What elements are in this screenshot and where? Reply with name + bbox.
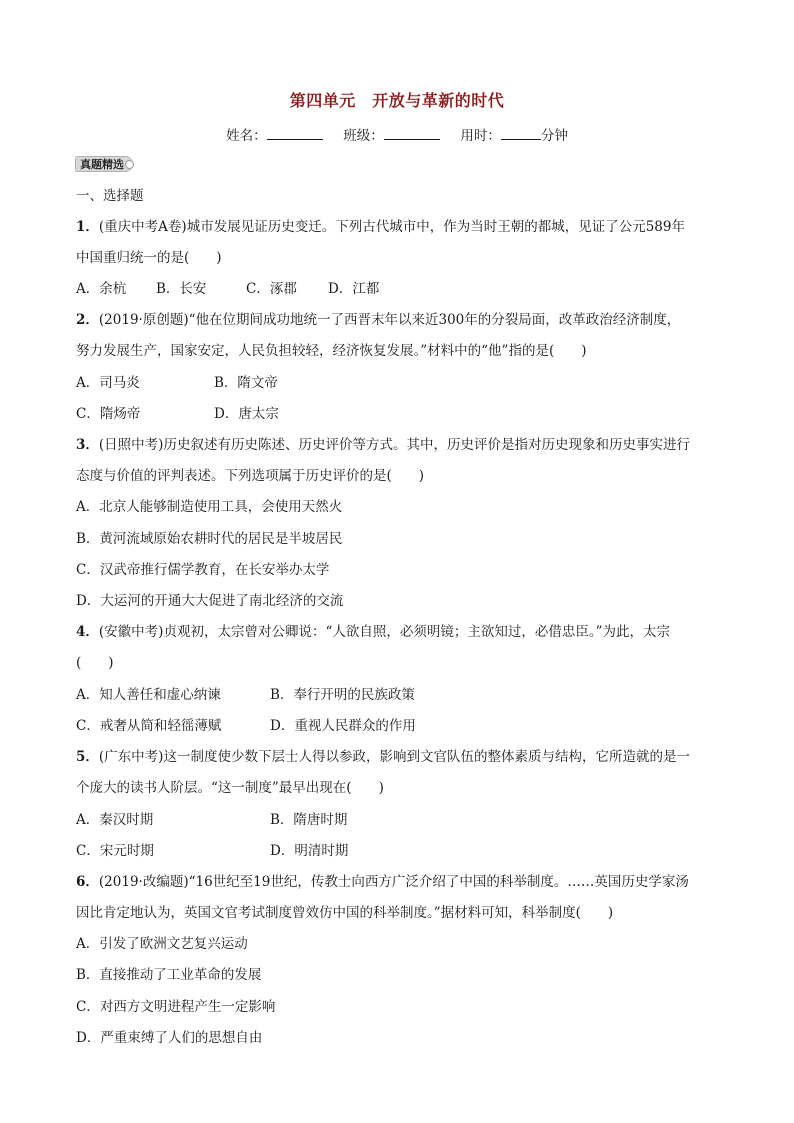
badge-dot-icon: [125, 160, 134, 169]
question-number: 2．: [76, 312, 99, 328]
option-b: B．隋文帝: [214, 375, 278, 391]
option-c: C．戒奢从简和轻徭薄赋: [76, 718, 222, 734]
question-3-line-1: [76, 435, 722, 455]
time-blank: [501, 125, 541, 140]
section-badge: [75, 156, 133, 172]
question-text: (2019·原创题)“他在位期间成功地统一了西晋末年以来近300年的分裂局面，改革政治经济制度，: [98, 312, 681, 328]
question-2-line-2: 努力发展生产，国家安定，人民负担较轻，经济恢复发展。”材料中的“他”指的是( ): [76, 343, 587, 359]
option-d: D．江都: [328, 281, 380, 297]
time-label: 用时：: [460, 128, 501, 144]
student-info: [0, 124, 794, 144]
question-6-line-2: 因比肯定地认为，英国文官考试制度曾效仿中国的科举制度。”据材料可知，科举制度( ): [76, 905, 614, 921]
class-blank: [384, 125, 440, 140]
option-a: A．北京人能够制造使用工具，会使用天然火: [76, 499, 343, 515]
option-a: A．余杭: [76, 281, 127, 297]
question-number: 1．: [76, 219, 99, 235]
question-1-line-1: [76, 217, 722, 237]
question-number: 4．: [76, 624, 99, 640]
option-d: D．明清时期: [270, 843, 349, 859]
question-5-line-2: 个庞大的读书人阶层。“这一制度”最早出现在( ): [76, 780, 384, 796]
page-title: 第四单元 开放与革新的时代: [289, 91, 505, 110]
question-number: 5．: [76, 749, 99, 765]
name-label: 姓名：: [226, 128, 267, 144]
question-3-line-2: 态度与价值的评判表述。下列选项属于历史评价的是( ): [76, 468, 425, 484]
question-1-line-2: 中国重归统一的是( ): [76, 250, 222, 266]
option-a: A．司马炎: [76, 375, 140, 391]
question-number: 6．: [76, 874, 99, 890]
class-label: 班级：: [343, 128, 384, 144]
question-text: (日照中考)历史叙述有历史陈述、历史评价等方式。其中，历史评价是指对历史现象和历史事实进行: [98, 437, 690, 453]
option-b: B．隋唐时期: [270, 812, 348, 828]
section-heading: 一、选择题: [76, 188, 144, 204]
option-b: B．直接推动了工业革命的发展: [76, 967, 262, 983]
option-b: B．长安: [156, 281, 207, 297]
question-text: (重庆中考A卷)城市发展见证历史变迁。下列古代城市中，作为当时王朝的都城，见证了公元589年: [98, 219, 685, 235]
option-d: D．唐太宗: [214, 406, 279, 422]
minute-unit: 分钟: [540, 128, 568, 144]
option-d: D．大运河的开通大大促进了南北经济的交流: [76, 593, 344, 609]
name-blank: [267, 125, 323, 140]
option-a: A．引发了欧洲文艺复兴运动: [76, 936, 248, 952]
question-text: (广东中考)这一制度使少数下层士人得以参政，影响到文官队伍的整体素质与结构，它所造就的是一: [98, 749, 690, 765]
question-number: 3．: [76, 437, 99, 453]
option-b: B．奉行开明的民族政策: [270, 687, 415, 703]
option-c: C．宋元时期: [76, 843, 154, 859]
question-4-line-2: ( ): [76, 655, 114, 671]
option-a: A．秦汉时期: [76, 812, 154, 828]
option-c: C．涿郡: [246, 281, 297, 297]
question-text: (安徽中考)贞观初，太宗曾对公卿说：“人欲自照，必须明镜；主欲知过，必借忠臣。”为此，太宗: [98, 624, 670, 640]
question-6-line-1: [76, 872, 722, 892]
option-c: C．汉武帝推行儒学教育，在长安举办太学: [76, 562, 330, 578]
question-text: (2019·改编题)“16世纪至19世纪，传教士向西方广泛介绍了中国的科举制度。……英国历史学家汤: [98, 874, 689, 890]
option-a: A．知人善任和虚心纳谏: [76, 687, 221, 703]
question-4-line-1: [76, 622, 722, 642]
badge-label: 真题精选: [80, 158, 124, 171]
option-d: D．重视人民群众的作用: [270, 718, 416, 734]
option-c: C．对西方文明进程产生一定影响: [76, 999, 276, 1015]
option-d: D．严重束缚了人们的思想自由: [76, 1030, 263, 1046]
option-c: C．隋炀帝: [76, 406, 141, 422]
question-5-line-1: [76, 747, 722, 767]
option-b: B．黄河流域原始农耕时代的居民是半坡居民: [76, 531, 343, 547]
question-2-line-1: [76, 310, 722, 330]
